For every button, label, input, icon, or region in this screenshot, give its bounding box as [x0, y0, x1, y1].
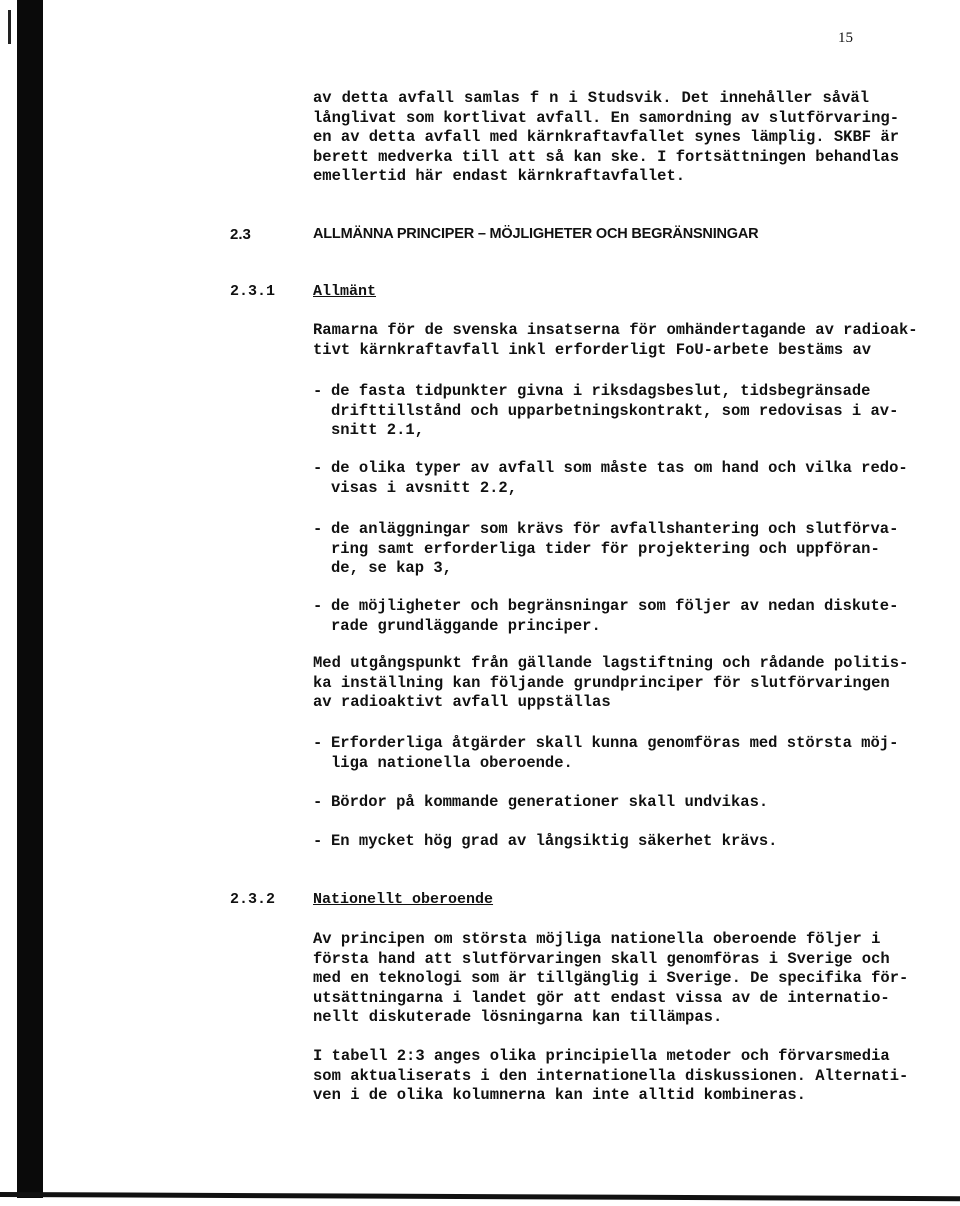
text-line: Bördor på kommande generationer skall undvikas.: [331, 793, 769, 811]
text-line: Ramarna för de svenska insatserna för omhändertagande av radioak-: [313, 321, 918, 339]
bullet-dash: -: [313, 734, 323, 752]
text-line: En mycket hög grad av långsiktig säkerhet krävs.: [331, 832, 778, 850]
text-line: nellt diskuterade lösningarna kan tillämpas.: [313, 1008, 723, 1027]
text-line: de olika typer av avfall som måste tas om hand och vilka redo-: [331, 459, 908, 477]
text-line: tivt kärnkraftavfall inkl erforderligt FoU-arbete bestäms av: [313, 340, 872, 359]
text-line: de fasta tidpunkter givna i riksdagsbeslut, tidsbegränsade: [331, 382, 871, 400]
section-number: 2.3: [230, 226, 251, 243]
bullet-item: [313, 520, 899, 579]
bullet-item: [313, 832, 869, 852]
text-line: visas i avsnitt 2.2,: [331, 478, 518, 497]
bullet-item: [313, 793, 869, 813]
text-line: av detta avfall samlas f n i Studsvik. Det innehåller såväl: [313, 89, 869, 107]
text-line: ring samt erforderliga tider för projektering och uppföran-: [331, 539, 880, 558]
text-line: de möjligheter och begränsningar som följer av nedan diskute-: [331, 597, 899, 615]
bullet-dash: -: [313, 520, 323, 538]
text-line: de, se kap 3,: [331, 559, 452, 578]
bullet-dash: -: [313, 793, 323, 811]
text-line: Erforderliga åtgärder skall kunna genomföras med största möj-: [331, 734, 899, 752]
scan-bottom-edge: [0, 1192, 960, 1201]
bullet-dash: -: [313, 597, 323, 615]
bullet-dash: -: [313, 459, 323, 477]
text-line: långlivat som kortlivat avfall. En samordning av slutförvaring-: [313, 108, 899, 127]
text-line: Av principen om största möjliga nationella oberoende följer i: [313, 930, 881, 948]
text-line: Med utgångspunkt från gällande lagstiftning och rådande politis-: [313, 654, 909, 672]
bullet-item: [313, 734, 899, 773]
subsection-heading: Nationellt oberoende: [313, 891, 494, 908]
text-line: av radioaktivt avfall uppställas: [313, 693, 611, 712]
text-line: ka inställning kan följande grundprinciper för slutförvaringen: [313, 673, 890, 692]
subsection-number: 2.3.1: [230, 283, 276, 300]
paragraph: [313, 89, 899, 187]
text-line: snitt 2.1,: [331, 421, 425, 440]
text-line: drifttillstånd och upparbetningskontrakt, som redovisas i av-: [331, 401, 899, 420]
bullet-item: [313, 459, 908, 498]
subsection-number: 2.3.2: [230, 891, 276, 908]
section-heading: ALLMÄNNA PRINCIPER – MÖJLIGHETER OCH BEGRÄNSNINGAR: [313, 226, 759, 242]
text-line: rade grundläggande principer.: [331, 616, 601, 635]
bullet-item: [313, 382, 899, 441]
text-line: berett medverka till att så kan ske. I fortsättningen behandlas: [313, 147, 899, 166]
scan-mark: [8, 10, 11, 44]
bullet-dash: -: [313, 832, 323, 850]
text-line: som aktualiserats i den internationella diskussionen. Alternati-: [313, 1066, 909, 1085]
paragraph: [313, 654, 909, 713]
scan-binding-edge: [17, 0, 43, 1198]
subsection-heading: Allmänt: [313, 283, 377, 300]
bullet-item: [313, 597, 899, 636]
text-line: liga nationella oberoende.: [331, 753, 573, 772]
text-line: de anläggningar som krävs för avfallshantering och slutförva-: [331, 520, 899, 538]
paragraph: [313, 321, 918, 360]
text-line: I tabell 2:3 anges olika principiella metoder och förvarsmedia: [313, 1047, 890, 1065]
paragraph: [313, 930, 909, 1028]
paragraph: [313, 1047, 909, 1106]
page-number: 15: [838, 30, 853, 46]
text-line: ven i de olika kolumnerna kan inte alltid kombineras.: [313, 1086, 806, 1105]
text-line: emellertid här endast kärnkraftavfallet.: [313, 167, 686, 186]
text-line: en av detta avfall med kärnkraftavfallet synes lämplig. SKBF är: [313, 128, 899, 147]
text-line: första hand att slutförvaringen skall genomföras i Sverige och: [313, 949, 890, 968]
text-line: utsättningarna i landet gör att endast vissa av de internatio-: [313, 988, 890, 1007]
text-line: med en teknologi som är tillgänglig i Sverige. De specifika för-: [313, 969, 909, 988]
bullet-dash: -: [313, 382, 323, 400]
